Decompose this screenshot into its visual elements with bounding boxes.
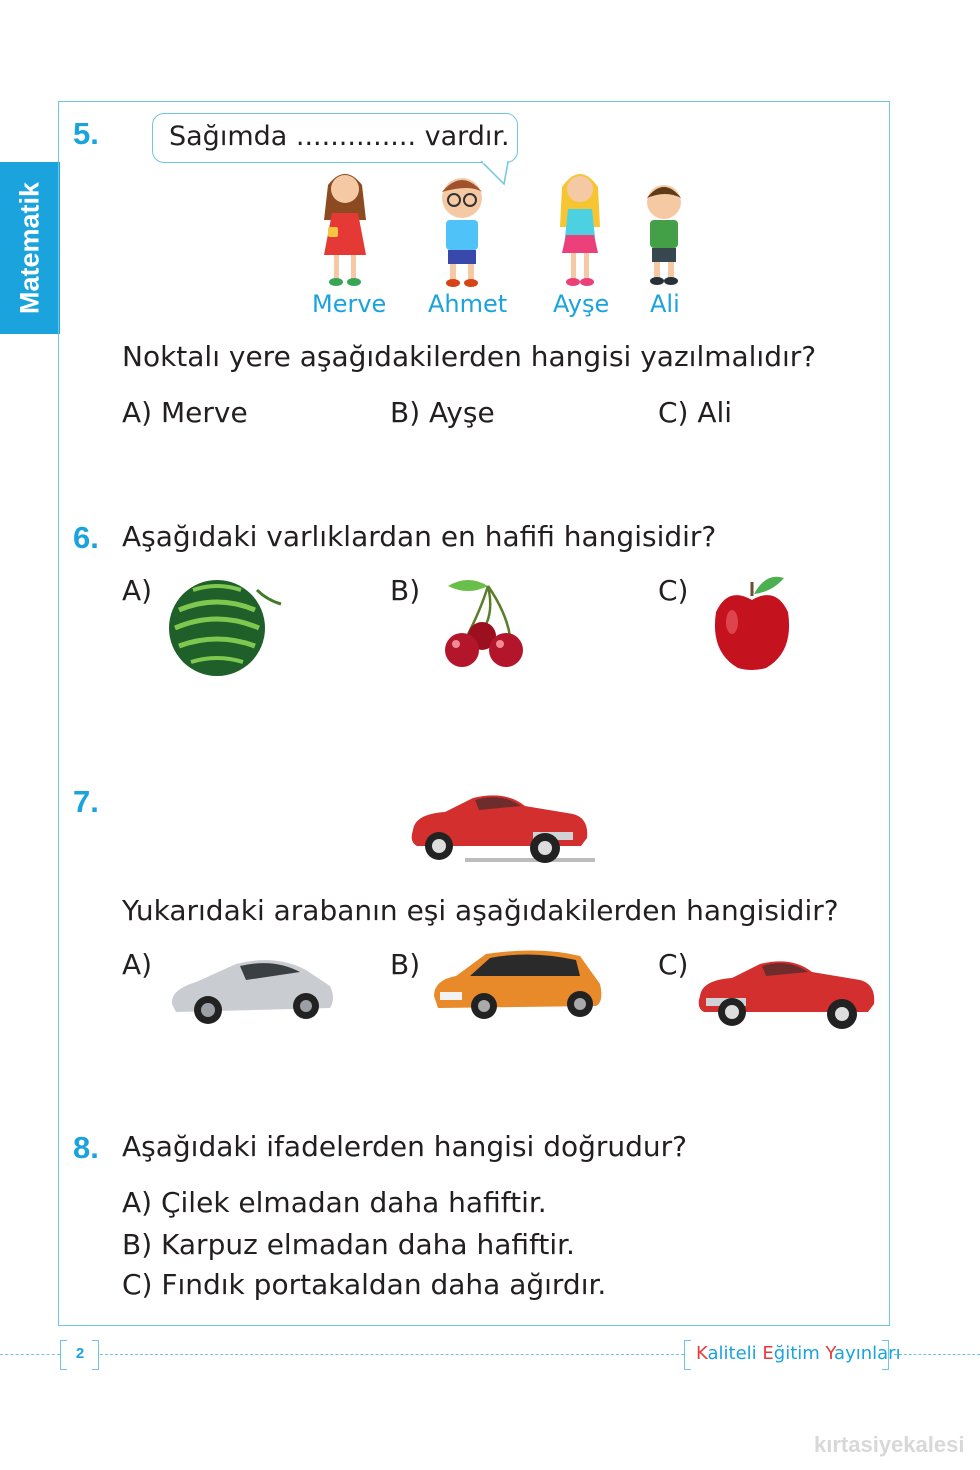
footer-divider-right [894, 1354, 980, 1355]
silver-sports-car-icon [166, 950, 338, 1030]
question-6-number: 6. [73, 520, 99, 555]
q7-option-b[interactable]: B) [390, 948, 421, 981]
brand-initial-k: K [696, 1343, 708, 1364]
speech-bubble [152, 113, 518, 163]
q7-option-a[interactable]: A) [122, 948, 153, 981]
q6-option-a[interactable]: A) [122, 574, 153, 607]
reference-red-car-icon [405, 784, 595, 868]
kid-name-ahmet: Ahmet [428, 290, 508, 318]
question-5-text: Noktalı yere aşağıdakilerden hangisi yazılmalıdır? [122, 340, 817, 373]
apple-icon [708, 572, 796, 674]
q6-option-c[interactable]: C) [658, 574, 689, 607]
q8-option-c[interactable]: C) Fındık portakaldan daha ağırdır. [122, 1268, 607, 1301]
question-6-text: Aşağıdaki varlıklardan en hafifi hangisidir? [122, 520, 717, 553]
brand-part-2: ğitim [773, 1343, 826, 1364]
question-7-number: 7. [73, 784, 99, 819]
red-classic-car-option-icon [692, 950, 880, 1034]
question-8-text: Aşağıdaki ifadelerden hangisi doğrudur? [122, 1130, 688, 1163]
q8-option-b[interactable]: B) Karpuz elmadan daha hafiftir. [122, 1228, 575, 1261]
kid-ahmet-illustration [430, 172, 494, 290]
page-number: 2 [75, 1345, 85, 1362]
subject-tab [0, 162, 60, 334]
brand-initial-y: Y [825, 1343, 835, 1364]
page-number-bracket-left [60, 1340, 67, 1370]
subject-label: Matematik [14, 181, 45, 315]
publisher-brand [696, 1343, 901, 1364]
q6-option-b[interactable]: B) [390, 574, 421, 607]
q5-option-a[interactable]: A) Merve [122, 396, 248, 429]
page-number-bracket-right [92, 1340, 99, 1370]
watermelon-icon [165, 570, 285, 680]
q8-option-a[interactable]: A) Çilek elmadan daha hafiftir. [122, 1186, 547, 1219]
q7-option-c[interactable]: C) [658, 948, 689, 981]
cherry-icon [440, 572, 540, 672]
q5-option-c[interactable]: C) Ali [658, 396, 733, 429]
footer-divider-left [0, 1354, 60, 1355]
kid-ali-illustration [636, 178, 692, 290]
kid-name-ayse: Ayşe [553, 290, 610, 318]
brand-bracket-left [684, 1340, 691, 1370]
q5-option-b[interactable]: B) Ayşe [390, 396, 495, 429]
footer-divider-middle [100, 1354, 684, 1355]
brand-part-1: aliteli [707, 1343, 763, 1364]
orange-hatchback-icon [430, 944, 606, 1024]
brand-initial-e: E [762, 1343, 774, 1364]
kid-name-merve: Merve [312, 290, 387, 318]
question-5-number: 5. [73, 116, 99, 151]
kid-merve-illustration [310, 165, 380, 290]
question-8-number: 8. [73, 1130, 99, 1165]
kid-ayse-illustration [552, 165, 608, 290]
brand-part-3: ayınları [834, 1343, 901, 1364]
question-7-text: Yukarıdaki arabanın eşi aşağıdakilerden hangisidir? [122, 894, 839, 927]
kid-name-ali: Ali [650, 290, 680, 318]
speech-bubble-text: Sağımda .............. vardır. [169, 121, 510, 152]
watermark: kırtasiyekalesi [814, 1432, 965, 1457]
